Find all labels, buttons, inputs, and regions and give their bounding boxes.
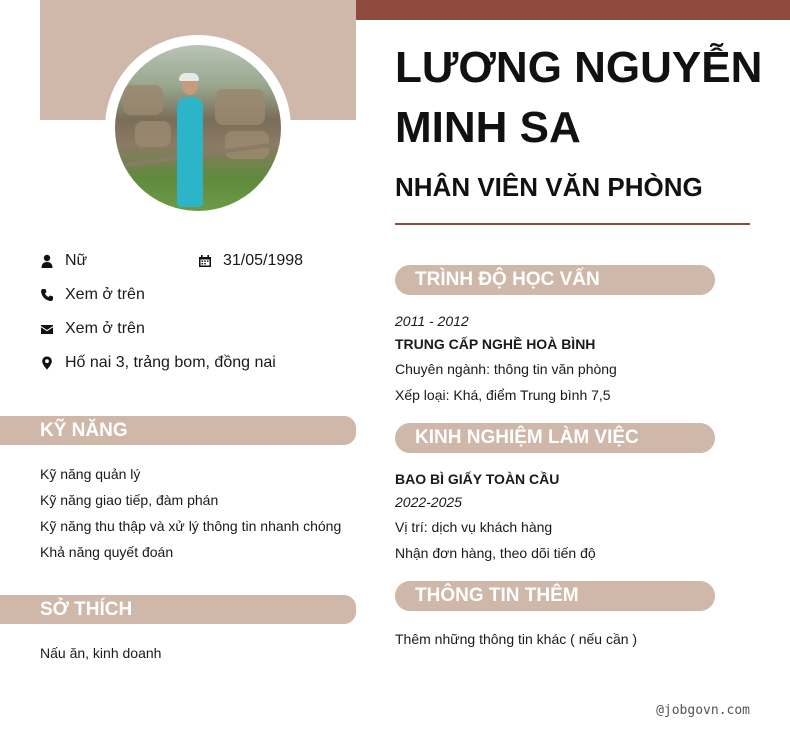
phone-value: Xem ở trên	[65, 286, 145, 303]
education-school: TRUNG CẤP NGHỀ HOÀ BÌNH	[395, 336, 596, 352]
birthdate-value: 31/05/1998	[223, 252, 304, 269]
hobbies-text: Nấu ăn, kinh doanh	[40, 645, 162, 661]
skill-item: Khả năng quyết đoán	[40, 544, 174, 560]
experience-heading: KINH NGHIỆM LÀM VIỆC	[395, 423, 715, 453]
address-row	[40, 354, 276, 372]
top-accent-bar	[356, 0, 790, 20]
gender-row	[40, 252, 87, 270]
title-divider	[395, 223, 750, 225]
additional-info-text: Thêm những thông tin khác ( nếu cần )	[395, 631, 638, 647]
skills-heading: KỸ NĂNG	[0, 416, 356, 445]
mail-icon	[40, 321, 54, 337]
user-icon	[40, 253, 54, 269]
skill-item: Kỹ năng quản lý	[40, 466, 141, 482]
experience-period: 2022-2025	[395, 494, 462, 510]
email-row	[40, 320, 145, 338]
education-heading: TRÌNH ĐỘ HỌC VẤN	[395, 265, 715, 295]
job-title: NHÂN VIÊN VĂN PHÒNG	[395, 172, 703, 202]
hobbies-heading: SỞ THÍCH	[0, 595, 356, 624]
education-major: Chuyên ngành: thông tin văn phòng	[395, 361, 617, 377]
phone-row	[40, 286, 145, 304]
education-period: 2011 - 2012	[395, 313, 469, 329]
birthdate-row	[198, 252, 303, 270]
calendar-icon	[198, 253, 212, 269]
skill-item: Kỹ năng giao tiếp, đàm phán	[40, 492, 219, 508]
candidate-name: LƯƠNG NGUYỄN MINH SA	[395, 43, 763, 152]
gender-value: Nữ	[65, 252, 88, 269]
email-value: Xem ở trên	[65, 320, 145, 337]
phone-icon	[40, 287, 54, 303]
experience-position: Vị trí: dịch vụ khách hàng	[395, 519, 553, 535]
experience-company: BAO BÌ GIẤY TOÀN CẦU	[395, 471, 560, 487]
address-value: Hố nai 3, trảng bom, đồng nai	[65, 354, 276, 371]
additional-info-heading: THÔNG TIN THÊM	[395, 581, 715, 611]
avatar-frame	[105, 35, 291, 221]
watermark: @jobgovn.com	[656, 703, 750, 718]
education-grade: Xếp loại: Khá, điểm Trung bình 7,5	[395, 387, 611, 403]
location-pin-icon	[40, 355, 54, 371]
avatar	[115, 45, 281, 211]
experience-duty: Nhận đơn hàng, theo dõi tiến độ	[395, 545, 596, 561]
skill-item: Kỹ năng thu thập và xử lý thông tin nhanh chóng	[40, 518, 342, 534]
